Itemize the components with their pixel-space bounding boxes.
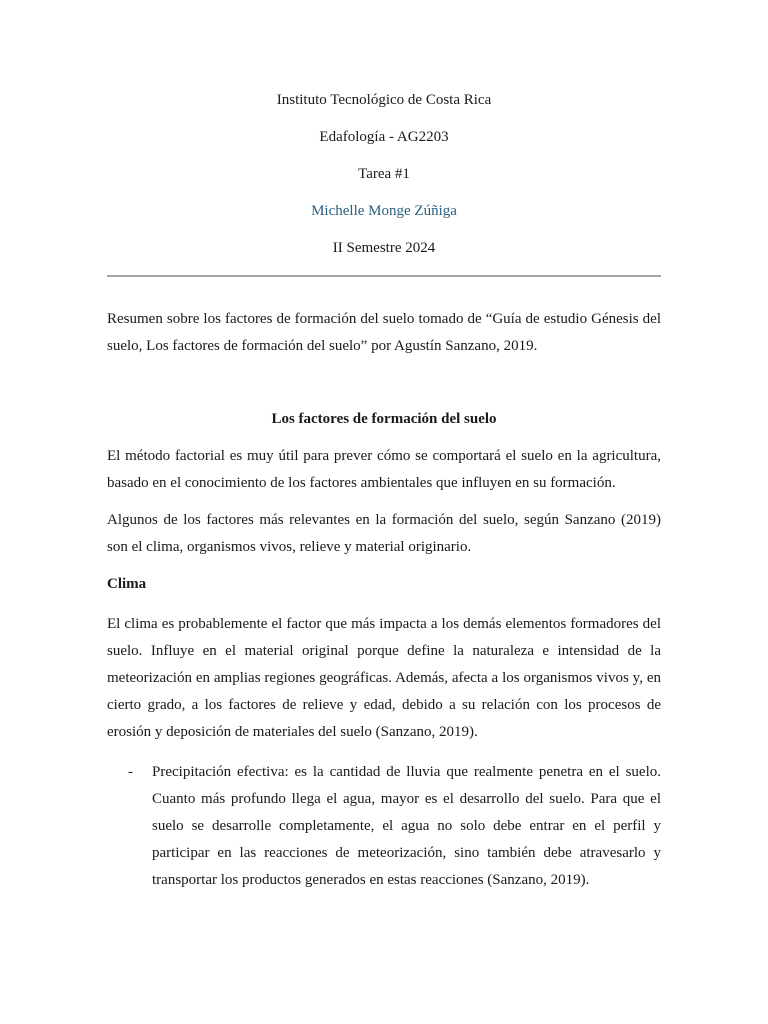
semester: II Semestre 2024 xyxy=(332,240,436,256)
clima-paragraph: El clima es probablemente el factor que más impacta a los demás elementos formadores del suelo. Influye en el material original porque define la naturaleza e intensidad de la meteorización en amplias regiones geográficas. Además, afecta a los organismos vivos y, en cierto grado, a los factores de relieve y edad, debido a su relación con los procesos de erosión y deposición de materiales del suelo (Sanzano, 2019). xyxy=(107,616,661,741)
course-name: Edafología - AG2203 xyxy=(319,129,449,145)
clima-heading: Clima xyxy=(107,576,147,593)
institution-name: Instituto Tecnológico de Costa Rica xyxy=(276,92,492,108)
intro-paragraph: Resumen sobre los factores de formación del suelo tomado de “Guía de estudio Génesis del suelo, Los factores de formación del suelo” por Agustín Sanzano, 2019. xyxy=(107,311,661,354)
bullet-list xyxy=(107,759,661,894)
section-paragraph: Algunos de los factores más relevantes en la formación del suelo, según Sanzano (2019) son el clima, organismos vivos, relieve y material originario. xyxy=(107,512,661,556)
section-paragraph: El método factorial es muy útil para prever cómo se comportará el suelo en la agricultura, basado en el conocimiento de los factores ambientales que influyen en su formación. xyxy=(107,448,661,492)
document-page xyxy=(107,88,661,894)
title-block xyxy=(107,88,661,260)
author-name: Michelle Monge Zúñiga xyxy=(311,203,457,219)
horizontal-divider xyxy=(107,275,661,277)
bullet-marker: - xyxy=(128,764,133,781)
assignment-title: Tarea #1 xyxy=(358,166,410,182)
list-item xyxy=(107,759,661,894)
section-title: Los factores de formación del suelo xyxy=(271,411,497,427)
bullet-text: Precipitación efectiva: es la cantidad de lluvia que realmente penetra en el suelo. Cuanto más profundo llega el agua, mayor es el desarrollo del suelo. Para que el suelo se desarrolle completamente, el agua no solo debe entrar en el perfil y participar en las reacciones de meteorización, sino también debe atravesarlo y transportar los productos generados en estas reacciones (Sanzano, 2019). xyxy=(152,764,661,889)
